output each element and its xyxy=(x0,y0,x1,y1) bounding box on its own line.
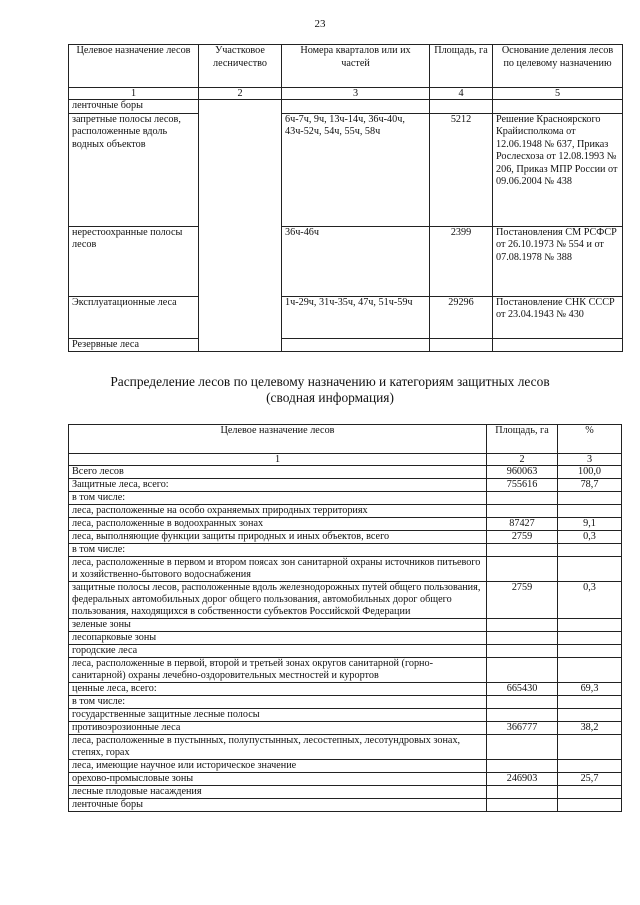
percent-cell: 25,7 xyxy=(558,773,622,786)
purpose-cell: леса, расположенные на особо охраняемых природных территориях xyxy=(69,505,487,518)
column-header-quarters: Номера кварталов или их частей xyxy=(282,45,430,88)
area-cell xyxy=(487,505,558,518)
area-cell: 87427 xyxy=(487,518,558,531)
area-cell xyxy=(487,544,558,557)
table-row xyxy=(69,531,622,544)
area-cell xyxy=(487,658,558,683)
purpose-cell: защитные полосы лесов, расположенные вдоль железнодорожных путей общего пользования, федеральных автомобильных дорог общего пользования, автомобильных дорог общего пользования, находящихся в собственности субъектов Российской Федерации xyxy=(69,582,487,619)
area-cell: 2399 xyxy=(430,226,493,296)
column-index: 3 xyxy=(558,454,622,466)
purpose-cell: в том числе: xyxy=(69,492,487,505)
area-cell xyxy=(487,492,558,505)
purpose-cell: зеленые зоны xyxy=(69,619,487,632)
table-row xyxy=(69,632,622,645)
column-index: 5 xyxy=(493,88,623,100)
column-index: 1 xyxy=(69,454,487,466)
area-cell xyxy=(430,338,493,352)
purpose-cell: запретные полосы лесов, расположенные вдоль водных объектов xyxy=(69,113,199,226)
table-row xyxy=(69,544,622,557)
purpose-cell: лесопарковые зоны xyxy=(69,632,487,645)
percent-cell xyxy=(558,709,622,722)
percent-cell xyxy=(558,619,622,632)
purpose-cell: государственные защитные лесные полосы xyxy=(69,709,487,722)
column-index-row xyxy=(69,88,623,100)
column-header-area: Площадь, га xyxy=(430,45,493,88)
percent-cell xyxy=(558,645,622,658)
area-cell xyxy=(487,709,558,722)
area-cell: 2759 xyxy=(487,531,558,544)
area-cell xyxy=(487,799,558,812)
percent-cell xyxy=(558,760,622,773)
column-header-basis: Основание деления лесов по целевому назначению xyxy=(493,45,623,88)
table-row xyxy=(69,113,623,226)
table-row xyxy=(69,722,622,735)
table-row xyxy=(69,557,622,582)
area-cell: 246903 xyxy=(487,773,558,786)
table-row xyxy=(69,658,622,683)
purpose-cell: леса, имеющие научное или историческое значение xyxy=(69,760,487,773)
quarters-cell: 36ч-46ч xyxy=(282,226,430,296)
area-cell: 960063 xyxy=(487,466,558,479)
table-row xyxy=(69,479,622,492)
table-row xyxy=(69,296,623,338)
purpose-cell: Защитные леса, всего: xyxy=(69,479,487,492)
area-cell xyxy=(487,557,558,582)
purpose-cell: Резервные леса xyxy=(69,338,199,352)
quarters-cell: 1ч-29ч, 31ч-35ч, 47ч, 51ч-59ч xyxy=(282,296,430,338)
purpose-cell: орехово-промысловые зоны xyxy=(69,773,487,786)
table-row xyxy=(69,505,622,518)
table-row xyxy=(69,786,622,799)
percent-cell xyxy=(558,735,622,760)
purpose-cell: ленточные боры xyxy=(69,100,199,114)
percent-cell: 38,2 xyxy=(558,722,622,735)
purpose-cell: Всего лесов xyxy=(69,466,487,479)
purpose-cell: леса, расположенные в водоохранных зонах xyxy=(69,518,487,531)
table-row xyxy=(69,466,622,479)
basis-cell: Решение Красноярского Крайисполкома от 12.06.1948 № 637, Приказ Рослесхоза от 12.08.1993 № 206, Приказ МПР России от 09.06.2004 № 438 xyxy=(493,113,623,226)
basis-cell: Постановление СНК СССР от 23.04.1943 № 430 xyxy=(493,296,623,338)
area-cell xyxy=(487,632,558,645)
heading-line-1: Распределение лесов по целевому назначению и категориям защитных лесов xyxy=(110,374,550,389)
area-cell: 29296 xyxy=(430,296,493,338)
purpose-cell: леса, расположенные в первой, второй и третьей зонах округов санитарной (горно-санитарной) охраны лечебно-оздоровительных местностей и курортов xyxy=(69,658,487,683)
percent-cell xyxy=(558,492,622,505)
heading-line-2: (сводная информация) xyxy=(266,390,394,405)
table-row xyxy=(69,773,622,786)
column-index: 2 xyxy=(199,88,282,100)
percent-cell xyxy=(558,632,622,645)
area-cell: 5212 xyxy=(430,113,493,226)
quarters-cell xyxy=(282,338,430,352)
percent-cell: 9,1 xyxy=(558,518,622,531)
table-row xyxy=(69,492,622,505)
table-row xyxy=(69,735,622,760)
area-cell xyxy=(487,645,558,658)
area-cell xyxy=(430,100,493,114)
table-row xyxy=(69,696,622,709)
section-heading xyxy=(40,374,620,406)
percent-cell: 69,3 xyxy=(558,683,622,696)
purpose-cell: нерестоохранные полосы лесов xyxy=(69,226,199,296)
forestry-cell xyxy=(199,100,282,352)
table-row xyxy=(69,645,622,658)
percent-cell: 0,3 xyxy=(558,531,622,544)
percent-cell: 78,7 xyxy=(558,479,622,492)
basis-cell xyxy=(493,338,623,352)
purpose-cell: леса, расположенные в первом и втором поясах зон санитарной охраны источников питьевого и хозяйственно-бытового водоснабжения xyxy=(69,557,487,582)
purpose-cell: противоэрозионные леса xyxy=(69,722,487,735)
percent-cell xyxy=(558,544,622,557)
column-header-forestry: Участковое лесничество xyxy=(199,45,282,88)
purpose-cell: в том числе: xyxy=(69,696,487,709)
purpose-cell: лесные плодовые насаждения xyxy=(69,786,487,799)
table-row xyxy=(69,518,622,531)
area-cell xyxy=(487,760,558,773)
purpose-cell: леса, расположенные в пустынных, полупустынных, лесостепных, лесотундровых зонах, степях, горах xyxy=(69,735,487,760)
purpose-cell: Эксплуатационные леса xyxy=(69,296,199,338)
column-index: 2 xyxy=(487,454,558,466)
percent-cell xyxy=(558,799,622,812)
column-index: 3 xyxy=(282,88,430,100)
area-cell xyxy=(487,735,558,760)
percent-cell: 0,3 xyxy=(558,582,622,619)
column-header-percent: % xyxy=(558,425,622,454)
area-cell: 366777 xyxy=(487,722,558,735)
table-row xyxy=(69,683,622,696)
percent-cell xyxy=(558,786,622,799)
column-index-row xyxy=(69,454,622,466)
area-cell: 665430 xyxy=(487,683,558,696)
percent-cell xyxy=(558,658,622,683)
percent-cell: 100,0 xyxy=(558,466,622,479)
percent-cell xyxy=(558,505,622,518)
purpose-cell: ленточные боры xyxy=(69,799,487,812)
area-cell xyxy=(487,619,558,632)
purpose-cell: в том числе: xyxy=(69,544,487,557)
area-cell xyxy=(487,696,558,709)
table-row xyxy=(69,582,622,619)
area-cell xyxy=(487,786,558,799)
quarters-cell xyxy=(282,100,430,114)
purpose-cell: ценные леса, всего: xyxy=(69,683,487,696)
table-row xyxy=(69,709,622,722)
column-index: 1 xyxy=(69,88,199,100)
table-row xyxy=(69,799,622,812)
percent-cell xyxy=(558,557,622,582)
column-header-purpose: Целевое назначение лесов xyxy=(69,425,487,454)
purpose-cell: городские леса xyxy=(69,645,487,658)
forest-distribution-summary-table xyxy=(68,424,622,812)
basis-cell xyxy=(493,100,623,114)
quarters-cell: 6ч-7ч, 9ч, 13ч-14ч, 36ч-40ч, 43ч-52ч, 54ч, 55ч, 58ч xyxy=(282,113,430,226)
purpose-cell: леса, выполняющие функции защиты природных и иных объектов, всего xyxy=(69,531,487,544)
column-header-purpose: Целевое назначение лесов xyxy=(69,45,199,88)
column-index: 4 xyxy=(430,88,493,100)
percent-cell xyxy=(558,696,622,709)
table-row xyxy=(69,760,622,773)
table-row xyxy=(69,338,623,352)
table-row xyxy=(69,226,623,296)
basis-cell: Постановления СМ РСФСР от 26.10.1973 № 554 и от 07.08.1978 № 388 xyxy=(493,226,623,296)
table-row xyxy=(69,619,622,632)
area-cell: 755616 xyxy=(487,479,558,492)
forest-purpose-table xyxy=(68,44,623,352)
column-header-area: Площадь, га xyxy=(487,425,558,454)
table-row xyxy=(69,100,623,114)
page-number: 23 xyxy=(314,18,326,30)
area-cell: 2759 xyxy=(487,582,558,619)
